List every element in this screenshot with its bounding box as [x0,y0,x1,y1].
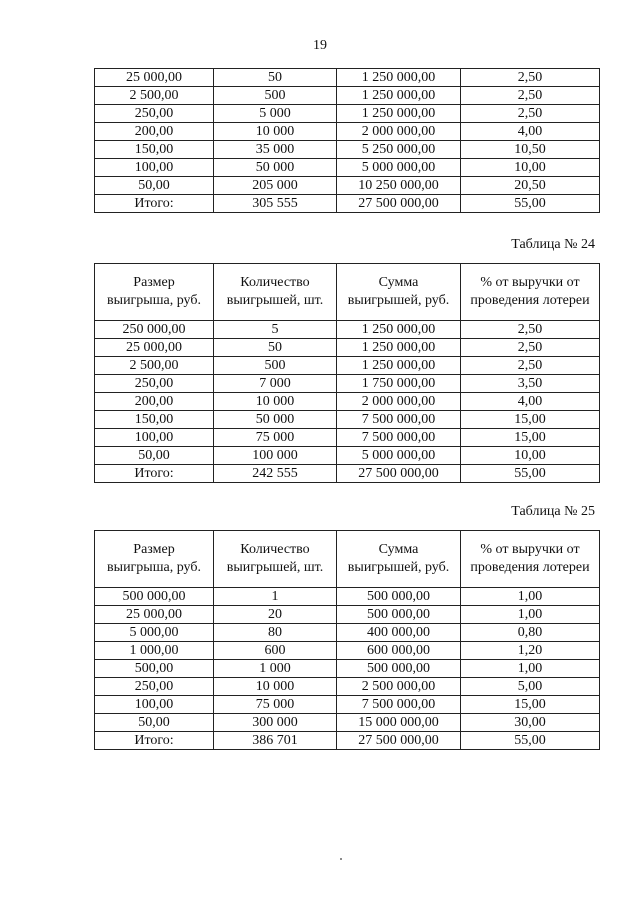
prize-count-cell: 300 000 [214,714,337,732]
table-row [95,411,600,429]
prize-size-cell: 150,00 [95,411,214,429]
revenue-percent-cell: 4,00 [461,123,600,141]
prize-count-cell: 600 [214,642,337,660]
prize-sum-cell: 27 500 000,00 [337,732,461,750]
prize-count-cell: 5 [214,321,337,339]
column-header: Размер выигрыша, руб. [95,264,214,321]
table-body [95,69,600,213]
prize-count-cell: 242 555 [214,465,337,483]
revenue-percent-cell: 15,00 [461,411,600,429]
prize-count-cell: 5 000 [214,105,337,123]
prize-sum-cell: 1 250 000,00 [337,87,461,105]
revenue-percent-cell: 10,00 [461,447,600,465]
prize-size-cell: 100,00 [95,159,214,177]
column-header: Количество выигрышей, шт. [214,531,337,588]
prize-count-cell: 10 000 [214,678,337,696]
revenue-percent-cell: 30,00 [461,714,600,732]
table-row [95,141,600,159]
column-header: % от выручки от проведения лотереи [461,264,600,321]
prize-size-cell: 250,00 [95,105,214,123]
page-number: 19 [313,38,327,53]
prize-size-cell: 200,00 [95,123,214,141]
prize-count-cell: 1 [214,588,337,606]
revenue-percent-cell: 2,50 [461,87,600,105]
prize-count-cell: 386 701 [214,732,337,750]
prize-count-cell: 10 000 [214,123,337,141]
prize-sum-cell: 5 250 000,00 [337,141,461,159]
scan-speck [340,858,342,860]
prize-size-cell: 500,00 [95,660,214,678]
prize-count-cell: 35 000 [214,141,337,159]
prize-count-cell: 500 [214,87,337,105]
prize-sum-cell: 15 000 000,00 [337,714,461,732]
column-header: Сумма выигрышей, руб. [337,264,461,321]
table-row [95,105,600,123]
table-body [95,321,600,483]
total-row [95,465,600,483]
revenue-percent-cell: 2,50 [461,69,600,87]
prize-count-cell: 7 000 [214,375,337,393]
prize-sum-cell: 2 500 000,00 [337,678,461,696]
prize-size-cell: 2 500,00 [95,357,214,375]
prize-count-cell: 50 [214,69,337,87]
prize-size-cell: 25 000,00 [95,606,214,624]
prize-size-cell: 100,00 [95,429,214,447]
prize-sum-cell: 1 250 000,00 [337,321,461,339]
prize-size-cell: 500 000,00 [95,588,214,606]
table-row [95,339,600,357]
prize-sum-cell: 1 250 000,00 [337,339,461,357]
revenue-percent-cell: 15,00 [461,429,600,447]
header-row [95,264,600,321]
prize-size-cell: 250,00 [95,375,214,393]
table-row [95,177,600,195]
prize-sum-cell: 10 250 000,00 [337,177,461,195]
revenue-percent-cell: 5,00 [461,678,600,696]
prize-count-cell: 75 000 [214,696,337,714]
revenue-percent-cell: 2,50 [461,339,600,357]
prize-count-cell: 80 [214,624,337,642]
prize-size-cell: Итого: [95,732,214,750]
prize-sum-cell: 7 500 000,00 [337,411,461,429]
prize-size-cell: 200,00 [95,393,214,411]
prize-sum-cell: 7 500 000,00 [337,696,461,714]
table-row [95,123,600,141]
table-row [95,606,600,624]
prize-count-cell: 50 [214,339,337,357]
prize-size-cell: 2 500,00 [95,87,214,105]
prize-size-cell: 150,00 [95,141,214,159]
table-row [95,696,600,714]
prize-size-cell: 25 000,00 [95,339,214,357]
total-row [95,732,600,750]
revenue-percent-cell: 2,50 [461,105,600,123]
column-header: Количество выигрышей, шт. [214,264,337,321]
prize-table-24 [94,263,600,483]
prize-count-cell: 10 000 [214,393,337,411]
revenue-percent-cell: 10,00 [461,159,600,177]
revenue-percent-cell: 10,50 [461,141,600,159]
revenue-percent-cell: 55,00 [461,465,600,483]
prize-size-cell: 1 000,00 [95,642,214,660]
prize-sum-cell: 500 000,00 [337,660,461,678]
table-row [95,447,600,465]
table-row [95,87,600,105]
table-row [95,588,600,606]
prize-table-continued [94,68,600,213]
revenue-percent-cell: 20,50 [461,177,600,195]
prize-table-25 [94,530,600,750]
revenue-percent-cell: 1,00 [461,606,600,624]
prize-sum-cell: 27 500 000,00 [337,195,461,213]
revenue-percent-cell: 55,00 [461,732,600,750]
table-row [95,393,600,411]
prize-size-cell: 5 000,00 [95,624,214,642]
table-row [95,642,600,660]
revenue-percent-cell: 1,00 [461,588,600,606]
prize-size-cell: 50,00 [95,447,214,465]
prize-size-cell: 250 000,00 [95,321,214,339]
prize-count-cell: 20 [214,606,337,624]
table-row [95,624,600,642]
prize-size-cell: Итого: [95,195,214,213]
prize-sum-cell: 600 000,00 [337,642,461,660]
prize-sum-cell: 500 000,00 [337,606,461,624]
table-row [95,69,600,87]
prize-sum-cell: 1 750 000,00 [337,375,461,393]
prize-sum-cell: 5 000 000,00 [337,159,461,177]
revenue-percent-cell: 55,00 [461,195,600,213]
prize-size-cell: 50,00 [95,714,214,732]
prize-sum-cell: 27 500 000,00 [337,465,461,483]
prize-count-cell: 75 000 [214,429,337,447]
revenue-percent-cell: 1,20 [461,642,600,660]
total-row [95,195,600,213]
prize-count-cell: 50 000 [214,411,337,429]
prize-count-cell: 500 [214,357,337,375]
prize-sum-cell: 1 250 000,00 [337,105,461,123]
table-header [95,264,600,321]
prize-sum-cell: 1 250 000,00 [337,357,461,375]
prize-size-cell: Итого: [95,465,214,483]
prize-count-cell: 305 555 [214,195,337,213]
table-body [95,588,600,750]
revenue-percent-cell: 2,50 [461,357,600,375]
table-row [95,357,600,375]
revenue-percent-cell: 2,50 [461,321,600,339]
header-row [95,531,600,588]
prize-sum-cell: 2 000 000,00 [337,393,461,411]
table-row [95,375,600,393]
column-header: Сумма выигрышей, руб. [337,531,461,588]
prize-count-cell: 100 000 [214,447,337,465]
table-header [95,531,600,588]
revenue-percent-cell: 15,00 [461,696,600,714]
prize-count-cell: 1 000 [214,660,337,678]
table-row [95,321,600,339]
prize-sum-cell: 500 000,00 [337,588,461,606]
revenue-percent-cell: 4,00 [461,393,600,411]
prize-size-cell: 25 000,00 [95,69,214,87]
prize-size-cell: 50,00 [95,177,214,195]
prize-count-cell: 205 000 [214,177,337,195]
prize-sum-cell: 400 000,00 [337,624,461,642]
table-row [95,714,600,732]
revenue-percent-cell: 0,80 [461,624,600,642]
revenue-percent-cell: 1,00 [461,660,600,678]
column-header: % от выручки от проведения лотереи [461,531,600,588]
revenue-percent-cell: 3,50 [461,375,600,393]
prize-size-cell: 250,00 [95,678,214,696]
table-caption-25: Таблица № 25 [511,504,595,519]
prize-sum-cell: 1 250 000,00 [337,69,461,87]
prize-sum-cell: 7 500 000,00 [337,429,461,447]
prize-sum-cell: 5 000 000,00 [337,447,461,465]
table-row [95,660,600,678]
prize-size-cell: 100,00 [95,696,214,714]
column-header: Размер выигрыша, руб. [95,531,214,588]
prize-count-cell: 50 000 [214,159,337,177]
table-row [95,678,600,696]
table-row [95,159,600,177]
table-caption-24: Таблица № 24 [511,237,595,252]
table-row [95,429,600,447]
prize-sum-cell: 2 000 000,00 [337,123,461,141]
